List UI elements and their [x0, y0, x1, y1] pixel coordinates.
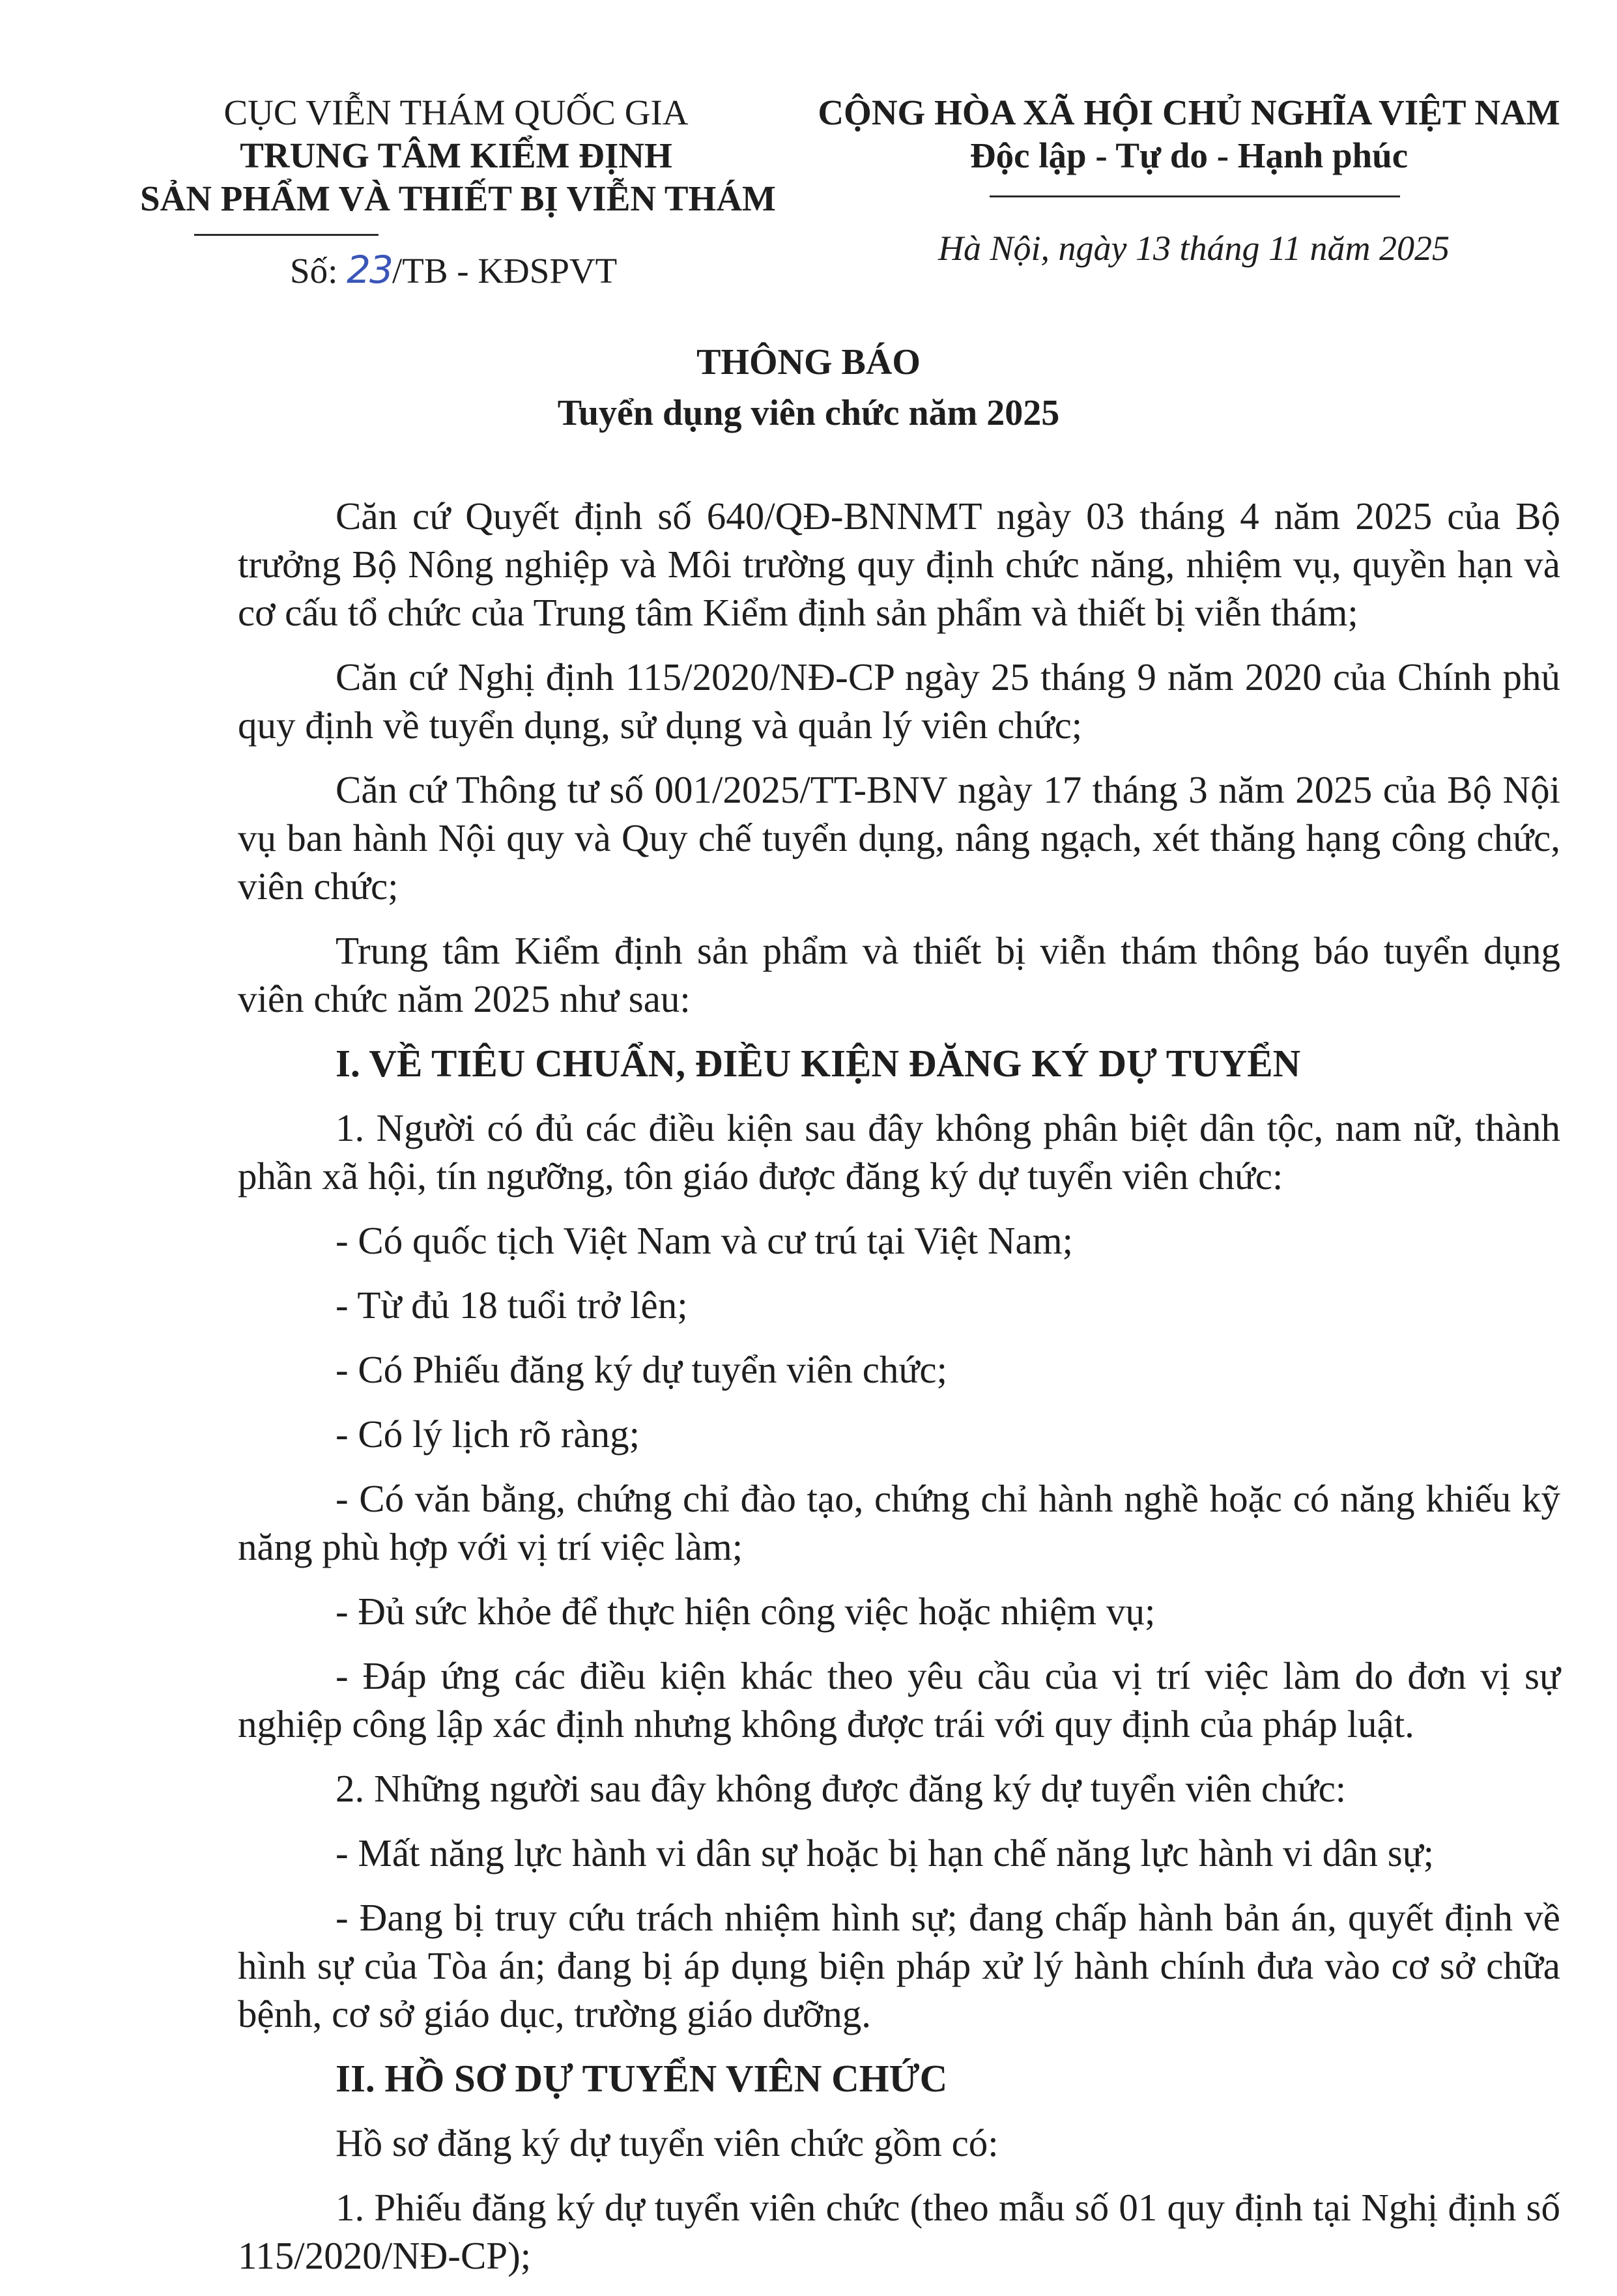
section-1-item-1-intro: 1. Người có đủ các điều kiện sau đây không phân biệt dân tộc, nam nữ, thành phần xã hội, tín ngưỡng, tôn giáo được đăng ký dự tuyển viên chức: — [238, 1106, 1560, 1198]
section-2-intro: Hồ sơ đăng ký dự tuyển viên chức gồm có: — [336, 2121, 999, 2164]
eligibility-bullet: - Từ đủ 18 tuổi trở lên; — [336, 1284, 688, 1327]
title-main: THÔNG BÁO — [696, 342, 921, 382]
doc-number-prefix: Số: — [290, 251, 347, 291]
document-body — [238, 492, 1560, 2296]
section-1-heading: I. VỀ TIÊU CHUẨN, ĐIỀU KIỆN ĐĂNG KÝ DỰ TUYỂN — [336, 1042, 1301, 1085]
eligibility-bullet: - Đủ sức khỏe để thực hiện công việc hoặc nhiệm vụ; — [336, 1590, 1156, 1633]
national-header — [808, 91, 1570, 177]
document-number — [290, 248, 617, 292]
doc-number-handwritten: 23 — [347, 248, 392, 292]
agency-header — [140, 91, 776, 220]
preamble-paragraph: Căn cứ Quyết định số 640/QĐ-BNNMT ngày 03 tháng 4 năm 2025 của Bộ trưởng Bộ Nông nghiệp và Môi trường quy định chức năng, nhiệm vụ, quyền hạn và cơ cấu tổ chức của Trung tâm Kiểm định sản phẩm và thiết bị viễn thám; — [238, 495, 1560, 634]
place-date: Hà Nội, ngày 13 tháng 11 năm 2025 — [938, 229, 1450, 268]
national-motto: Độc lập - Tự do - Hạnh phúc — [969, 136, 1409, 175]
motto-underline — [990, 195, 1400, 197]
agency-name-line-1: TRUNG TÂM KIỂM ĐỊNH — [240, 136, 672, 175]
preamble-paragraph: Căn cứ Thông tư số 001/2025/TT-BNV ngày 17 tháng 3 năm 2025 của Bộ Nội vụ ban hành Nội quy và Quy chế tuyển dụng, nâng ngạch, xét thăng hạng công chức, viên chức; — [238, 768, 1560, 908]
eligibility-bullet: - Có Phiếu đăng ký dự tuyển viên chức; — [336, 1348, 947, 1391]
section-2-heading: II. HỒ SƠ DỰ TUYỂN VIÊN CHỨC — [336, 2057, 948, 2100]
parent-agency-name: CỤC VIỄN THÁM QUỐC GIA — [223, 93, 689, 132]
country-name: CỘNG HÒA XÃ HỘI CHỦ NGHĨA VIỆT NAM — [818, 93, 1560, 132]
exclusion-bullet: - Đang bị truy cứu trách nhiệm hình sự; đang chấp hành bản án, quyết định về hình sự của Tòa án; đang bị áp dụng biện pháp xử lý hành chính đưa vào cơ sở chữa bệnh, cơ sở giáo dục, trường giáo dưỡng. — [238, 1896, 1560, 2035]
preamble-paragraph: Căn cứ Nghị định 115/2020/NĐ-CP ngày 25 tháng 9 năm 2020 của Chính phủ quy định về tuyển dụng, sử dụng và quản lý viên chức; — [238, 655, 1560, 747]
eligibility-bullet: - Có quốc tịch Việt Nam và cư trú tại Việt Nam; — [336, 1219, 1073, 1262]
title-subtitle: Tuyển dụng viên chức năm 2025 — [557, 393, 1060, 433]
application-item: 1. Phiếu đăng ký dự tuyển viên chức (theo mẫu số 01 quy định tại Nghị định số 115/2020/NĐ-CP); — [238, 2186, 1560, 2277]
section-1-item-2-intro: 2. Những người sau đây không được đăng ký dự tuyển viên chức: — [336, 1767, 1347, 1810]
preamble-paragraph: Trung tâm Kiểm định sản phẩm và thiết bị viễn thám thông báo tuyển dụng viên chức năm 2025 như sau: — [238, 929, 1560, 1020]
agency-name-line-2: SẢN PHẨM VÀ THIẾT BỊ VIỄN THÁM — [140, 179, 776, 218]
exclusion-bullet: - Mất năng lực hành vi dân sự hoặc bị hạn chế năng lực hành vi dân sự; — [336, 1831, 1435, 1874]
doc-number-suffix: /TB - KĐSPVT — [392, 251, 618, 291]
eligibility-bullet: - Có văn bằng, chứng chỉ đào tạo, chứng chỉ hành nghề hoặc có năng khiếu kỹ năng phù hợp với vị trí việc làm; — [238, 1477, 1560, 1568]
agency-underline — [194, 234, 379, 236]
document-title — [0, 339, 1617, 437]
eligibility-bullet: - Có lý lịch rõ ràng; — [336, 1413, 640, 1456]
eligibility-bullet: - Đáp ứng các điều kiện khác theo yêu cầu của vị trí việc làm do đơn vị sự nghiệp công lập xác định nhưng không được trái với quy định của pháp luật. — [238, 1654, 1560, 1745]
